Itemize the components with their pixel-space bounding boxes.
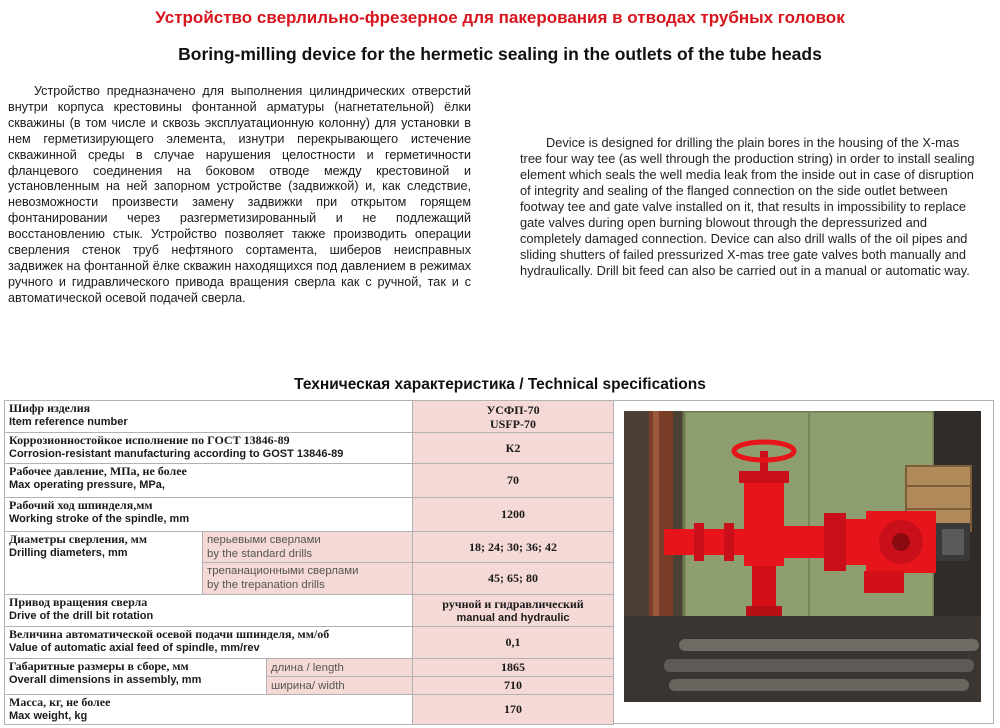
feed-value: 0,1 xyxy=(413,627,614,659)
pressure-value: 70 xyxy=(413,464,614,498)
item-ref-value-en: USFP-70 xyxy=(490,416,537,431)
table-row xyxy=(5,464,614,498)
pressure-label-ru: Рабочее давление, МПа, не более xyxy=(9,464,187,478)
dimensions-length-label: длина / length xyxy=(267,659,413,677)
drive-value xyxy=(413,595,614,627)
table-row xyxy=(5,695,614,725)
corrosion-label xyxy=(5,433,413,464)
photo-frame xyxy=(613,400,994,724)
dimensions-label xyxy=(5,659,267,695)
weight-label-en: Max weight, kg xyxy=(9,710,88,722)
table-row xyxy=(5,433,614,464)
spec-table xyxy=(4,400,614,725)
corrosion-label-en: Corrosion-resistant manufacturing according to GOST 13846-89 xyxy=(9,448,344,460)
table-row xyxy=(5,532,614,563)
drilling-label-en: Drilling diameters, mm xyxy=(9,547,128,559)
drilling-label-ru: Диаметры сверления, мм xyxy=(9,532,147,546)
drilling-trepan-ru: трепанационными сверлами xyxy=(207,565,359,577)
table-row xyxy=(5,498,614,532)
weight-value: 170 xyxy=(413,695,614,725)
description-ru: Устройство предназначено для выполнения цилиндрических отверстий внутри корпуса крестовины фонтанной арматуры (нагнетательной) ёлки скважины (в том числе и сквозь эксплуатационную колонну) для установки в нем герметизирующего элемента, изнутри перекрывающего истечение скважинной среды в случае нарушения целостности и герметичности фланцевого соединения на боковом отводе между крестовиной и установленным на ней запорном устройстве (задвижкой) и, как следствие, невозможности произвести замену задвижки при открытом горящем фонтанировании через разгерметизированный и не подлежащий восстановлению стык. Устройство позволяет также производить операции сверления стенок труб нефтяного сортамента, шиберов неисправных задвижек на фонтанной ёлке скважин находящихся под давлением в режимах ручного и гидравлического привода вращения сверла как с ручной, так и с автоматической осевой подачей сверла. xyxy=(8,84,471,305)
item-ref-value xyxy=(413,401,614,433)
drive-label xyxy=(5,595,413,627)
item-ref-label xyxy=(5,401,413,433)
stroke-label xyxy=(5,498,413,532)
stroke-label-ru: Рабочий ход шпинделя,мм xyxy=(9,498,153,512)
feed-label xyxy=(5,627,413,659)
drive-label-en: Drive of the drill bit rotation xyxy=(9,610,154,622)
pressure-label xyxy=(5,464,413,498)
device-photo xyxy=(624,411,981,702)
dimensions-label-en: Overall dimensions in assembly, mm xyxy=(9,674,202,686)
feed-label-en: Value of automatic axial feed of spindle, mm/rev xyxy=(9,642,260,654)
drilling-standard-label xyxy=(203,532,413,563)
drilling-standard-value: 18; 24; 30; 36; 42 xyxy=(413,532,614,563)
drilling-trepan-label xyxy=(203,563,413,595)
stroke-value: 1200 xyxy=(413,498,614,532)
corrosion-value: К2 xyxy=(413,433,614,464)
drilling-standard-ru: перьевыми сверлами xyxy=(207,534,321,546)
spec-heading: Техническая характеристика / Technical specifications xyxy=(294,376,706,393)
drilling-label xyxy=(5,532,203,595)
dimensions-label-ru: Габаритные размеры в сборе, мм xyxy=(9,659,189,673)
stroke-label-en: Working stroke of the spindle, mm xyxy=(9,513,190,525)
pressure-label-en: Max operating pressure, MPa, xyxy=(9,479,165,491)
item-ref-value-ru: УСФП-70 xyxy=(486,402,540,417)
feed-label-ru: Величина автоматической осевой подачи шпинделя, мм/об xyxy=(9,627,330,641)
weight-label-ru: Масса, кг, не более xyxy=(9,695,111,709)
table-row xyxy=(5,401,614,433)
page-title-en: Boring-milling device for the hermetic sealing in the outlets of the tube heads xyxy=(178,44,822,64)
drive-label-ru: Привод вращения сверла xyxy=(9,595,148,609)
table-row xyxy=(5,627,614,659)
table-row xyxy=(5,659,614,677)
drilling-trepan-en: by the trepanation drills xyxy=(207,579,325,591)
corrosion-label-ru: Коррозионностойкое исполнение по ГОСТ 13846-89 xyxy=(9,433,290,447)
drilling-trepan-value: 45; 65; 80 xyxy=(413,563,614,595)
dimensions-length-value: 1865 xyxy=(413,659,614,677)
item-ref-label-en: Item reference number xyxy=(9,416,128,428)
dimensions-width-label: ширина/ width xyxy=(267,677,413,695)
table-row xyxy=(5,595,614,627)
drilling-standard-en: by the standard drills xyxy=(207,548,313,560)
description-en: Device is designed for drilling the plain bores in the housing of the X-mas tree four way tee (as well through the production string) in order to install sealing element which seals the well media leak from the inside out in case of disruption of integrity and sealing of the flanged connection on the side outlet between footway tee and gate valve installed on it, that results in impossibility to replace gate valves during open burning blowout through the depressurized and completely damaged connection. Device can also drill walls of the oil pipes and sliding shutters of failed pressurized X-mas tree gate valves both manually and hydraulically. Drill bit feed can also be carried out in a manual or automatic way. xyxy=(520,135,975,278)
dimensions-width-value: 710 xyxy=(413,677,614,695)
item-ref-label-ru: Шифр изделия xyxy=(9,401,91,415)
drive-value-en: manual and hydraulic xyxy=(456,611,570,624)
drive-value-ru: ручной и гидравлический xyxy=(442,596,584,611)
page-title-ru: Устройство сверлильно-фрезерное для пакерования в отводах трубных головок xyxy=(155,8,845,27)
weight-label xyxy=(5,695,413,725)
